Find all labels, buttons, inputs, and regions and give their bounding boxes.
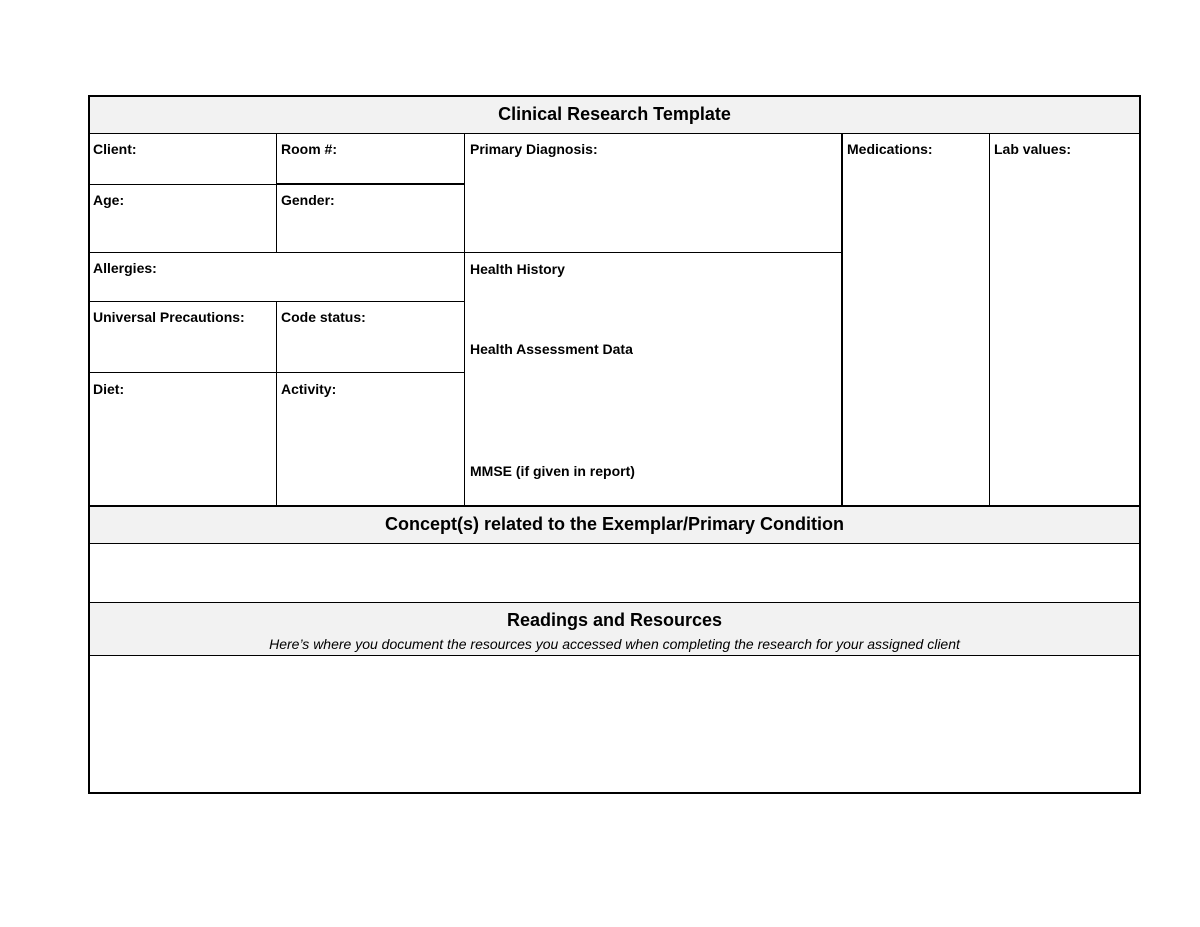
clinical-research-form bbox=[88, 95, 1141, 794]
health-history-label: Health History bbox=[470, 261, 565, 277]
readings-title: Readings and Resources bbox=[506, 610, 723, 630]
age-label: Age: bbox=[93, 192, 125, 208]
medications-field[interactable] bbox=[843, 134, 989, 505]
health-assessment-data-label: Health Assessment Data bbox=[470, 341, 633, 357]
medications-label: Medications: bbox=[847, 141, 933, 157]
mmse-label: MMSE (if given in report) bbox=[470, 463, 635, 479]
form-title: Clinical Research Template bbox=[498, 104, 731, 124]
universal-precautions-label: Universal Precautions: bbox=[93, 309, 245, 325]
rule-above-readings bbox=[88, 602, 1141, 603]
rule-above-concepts bbox=[88, 505, 1141, 507]
code-status-label: Code status: bbox=[281, 309, 366, 325]
diet-label: Diet: bbox=[93, 381, 125, 397]
concepts-field[interactable] bbox=[89, 544, 1140, 602]
readings-field[interactable] bbox=[89, 656, 1140, 792]
lab-values-field[interactable] bbox=[990, 134, 1140, 505]
activity-label: Activity: bbox=[281, 381, 337, 397]
client-label: Client: bbox=[93, 141, 137, 157]
concepts-title: Concept(s) related to the Exemplar/Primary Condition bbox=[384, 514, 845, 534]
readings-subtitle: Here’s where you document the resources you accessed when completing the research for your assigned client bbox=[269, 636, 960, 652]
gender-label: Gender: bbox=[281, 192, 335, 208]
primary-diagnosis-label: Primary Diagnosis: bbox=[470, 141, 598, 157]
allergies-label: Allergies: bbox=[93, 260, 157, 276]
lab-values-label: Lab values: bbox=[994, 141, 1072, 157]
room-label: Room #: bbox=[281, 141, 337, 157]
